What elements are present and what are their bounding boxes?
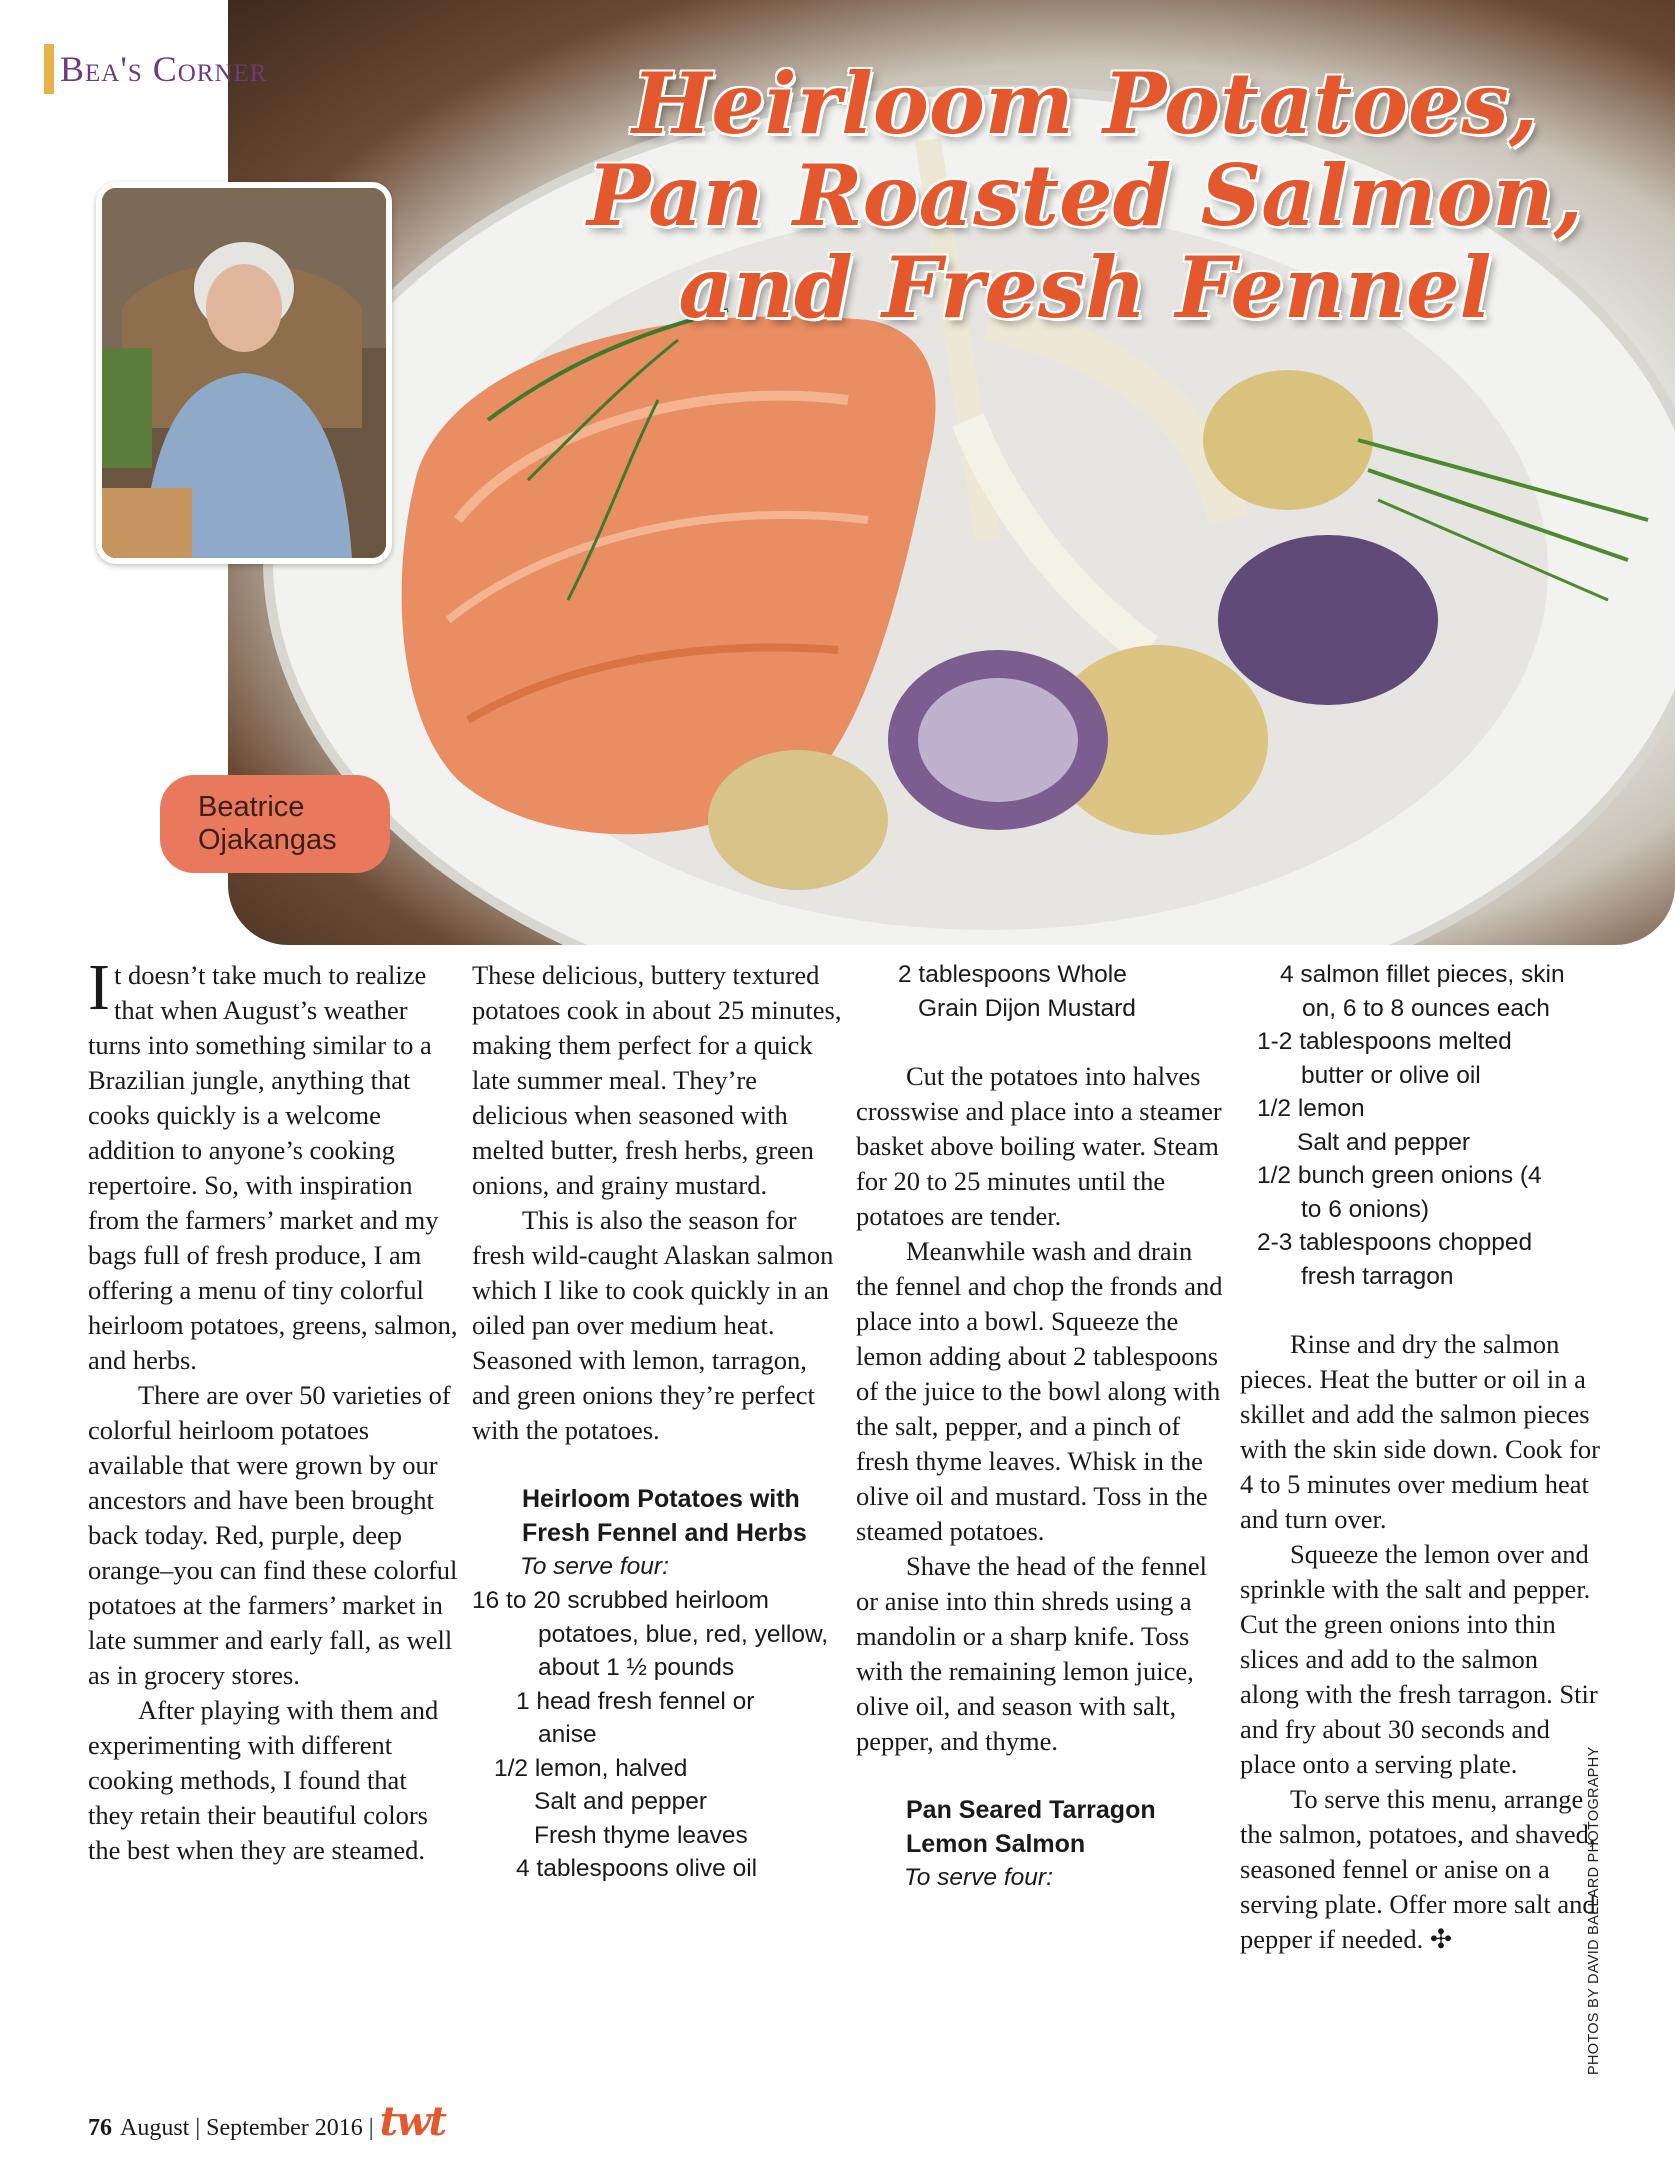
ingredient-item: Salt and pepper [1297,1128,1470,1156]
ingredient-list-salmon [1240,958,1600,1293]
author-portrait [96,182,392,564]
headline-line-3: and Fresh Fennel [678,238,1492,337]
photo-credit: PHOTOS BY DAVID BALLARD PHOTOGRAPHY [1586,1746,1602,2075]
ingredient-item: 4 salmon fillet pieces, skin on, 6 to 8 ounces each [1280,961,1565,1022]
body-column-4 [1240,958,1600,1957]
byline-first-name: Beatrice [198,791,305,823]
issue-date: August | September 2016 | [120,2115,374,2141]
ingredient-item: 1/2 lemon [1257,1095,1365,1122]
page-footer [88,2098,445,2145]
ingredient-item: 1/2 lemon, halved [494,1754,688,1782]
recipe-serves: To serve four: [520,1553,669,1580]
magazine-logo: twt [379,2098,445,2145]
section-title: Bea's Corner [60,49,268,89]
recipe-title-potatoes: Heirloom Potatoes with Fresh Fennel and Herbs [522,1485,807,1547]
body-column-1 [88,951,458,1868]
section-label [44,44,267,94]
paragraph: Meanwhile wash and drain the fennel and chop the fronds and place into a bowl. Squeeze the lemon adding about 2 tablespoons of the juice to the bowl along with the salt, pepper, and a pinch of fresh thyme leaves. Whisk in the olive oil and mustard. Toss in the steamed potatoes. [856,1236,1223,1546]
author-portrait-illustration [102,188,386,558]
author-byline [160,775,390,873]
ingredient-item: 16 to 20 scrubbed heirloom potatoes, blue, red, yellow, about 1 ½ pounds [472,1587,829,1681]
ingredient-item: 1 head fresh fennel or anise [516,1687,755,1748]
paragraph: Rinse and dry the salmon pieces. Heat the butter or oil in a skillet and add the salmon pieces with the skin side down. Cook for 4 to 5 minutes over medium heat and turn over. [1240,1329,1600,1534]
ingredient-item: 4 tablespoons olive oil [516,1855,758,1882]
body-column-3 [856,958,1226,1895]
paragraph: Cut the potatoes into halves crosswise and place into a steamer basket above boiling water. Steam for 20 to 25 minutes until the potatoes are tender. [856,1061,1222,1231]
paragraph: There are over 50 varieties of colorful heirloom potatoes available that were grown by our ancestors and have been brought back today. Red, purple, deep orange–you can find these colorful potatoes at the farmers’ market in late summer and early fall, as well as in grocery stores. [88,1380,458,1690]
headline-line-1: Heirloom Potatoes, [631,54,1539,153]
headline-line-2: Pan Roasted Salmon, [587,146,1583,245]
recipe-serves: To serve four: [904,1864,1053,1891]
drop-cap: I [88,951,110,1024]
ingredient-item: Fresh thyme leaves [534,1821,748,1849]
byline-last-name: Ojakangas [198,824,337,856]
paragraph: Shave the head of the fennel or anise into thin shreds using a mandolin or a sharp knife. Toss with the remaining lemon juice, olive oil, and season with salt, pepper, and thyme. [856,1551,1207,1756]
body-column-2 [472,958,842,1886]
ingredient-list-potatoes [472,1584,842,1886]
paragraph: After playing with them and experimenting with different cooking methods, I found that they retain their beautiful colors the best when they are steamed. [88,1695,439,1865]
paragraph: Squeeze the lemon over and sprinkle with the salt and pepper. Cut the green onions into thin slices and add to the salmon along with the fresh tarragon. Stir and fry about 30 seconds and place onto a serving plate. [1240,1539,1598,1779]
paragraph: This is also the season for fresh wild-caught Alaskan salmon which I like to cook quickly in an oiled pan over medium heat. Seasoned with lemon, tarragon, and green onions they’re perfect with the potatoes. [472,1205,834,1445]
ingredient-item: 2-3 tablespoons chopped fresh tarragon [1257,1229,1533,1290]
ingredient-item: 1-2 tablespoons melted butter or olive oil [1257,1028,1512,1089]
article-headline [510,54,1660,337]
intro-paragraph [88,951,458,1378]
ingredient-item: Salt and pepper [534,1788,707,1815]
ingredient-item: 1/2 bunch green onions (4 to 6 onions) [1257,1162,1542,1223]
section-accent-bar [44,44,54,94]
intro-text: t doesn’t take much to realize that when August’s weather turns into something similar to a Brazilian jungle, anything that cooks quickly is a welcome addition to anyone’s cooking repertoire. So, with inspiration from the farmers’ market and my bags full of fresh produce, I am offering a menu of tiny colorful heirloom potatoes, greens, salmon, and herbs. [88,960,458,1375]
recipe-title-salmon: Pan Seared Tarragon Lemon Salmon [906,1796,1156,1858]
page-number: 76 [88,2115,112,2141]
ingredient-item: 2 tablespoons Whole Grain Dijon Mustard [898,961,1136,1022]
paragraph: To serve this menu, arrange the salmon, potatoes, and shaved, seasoned fennel or anise on a serving plate. Offer more salt and pepper if needed. ✣ [1240,1784,1596,1954]
paragraph: These delicious, buttery textured potatoes cook in about 25 minutes, making them perfect for a quick late summer meal. They’re delicious when seasoned with melted butter, fresh herbs, green onions, and grainy mustard. [472,960,842,1200]
